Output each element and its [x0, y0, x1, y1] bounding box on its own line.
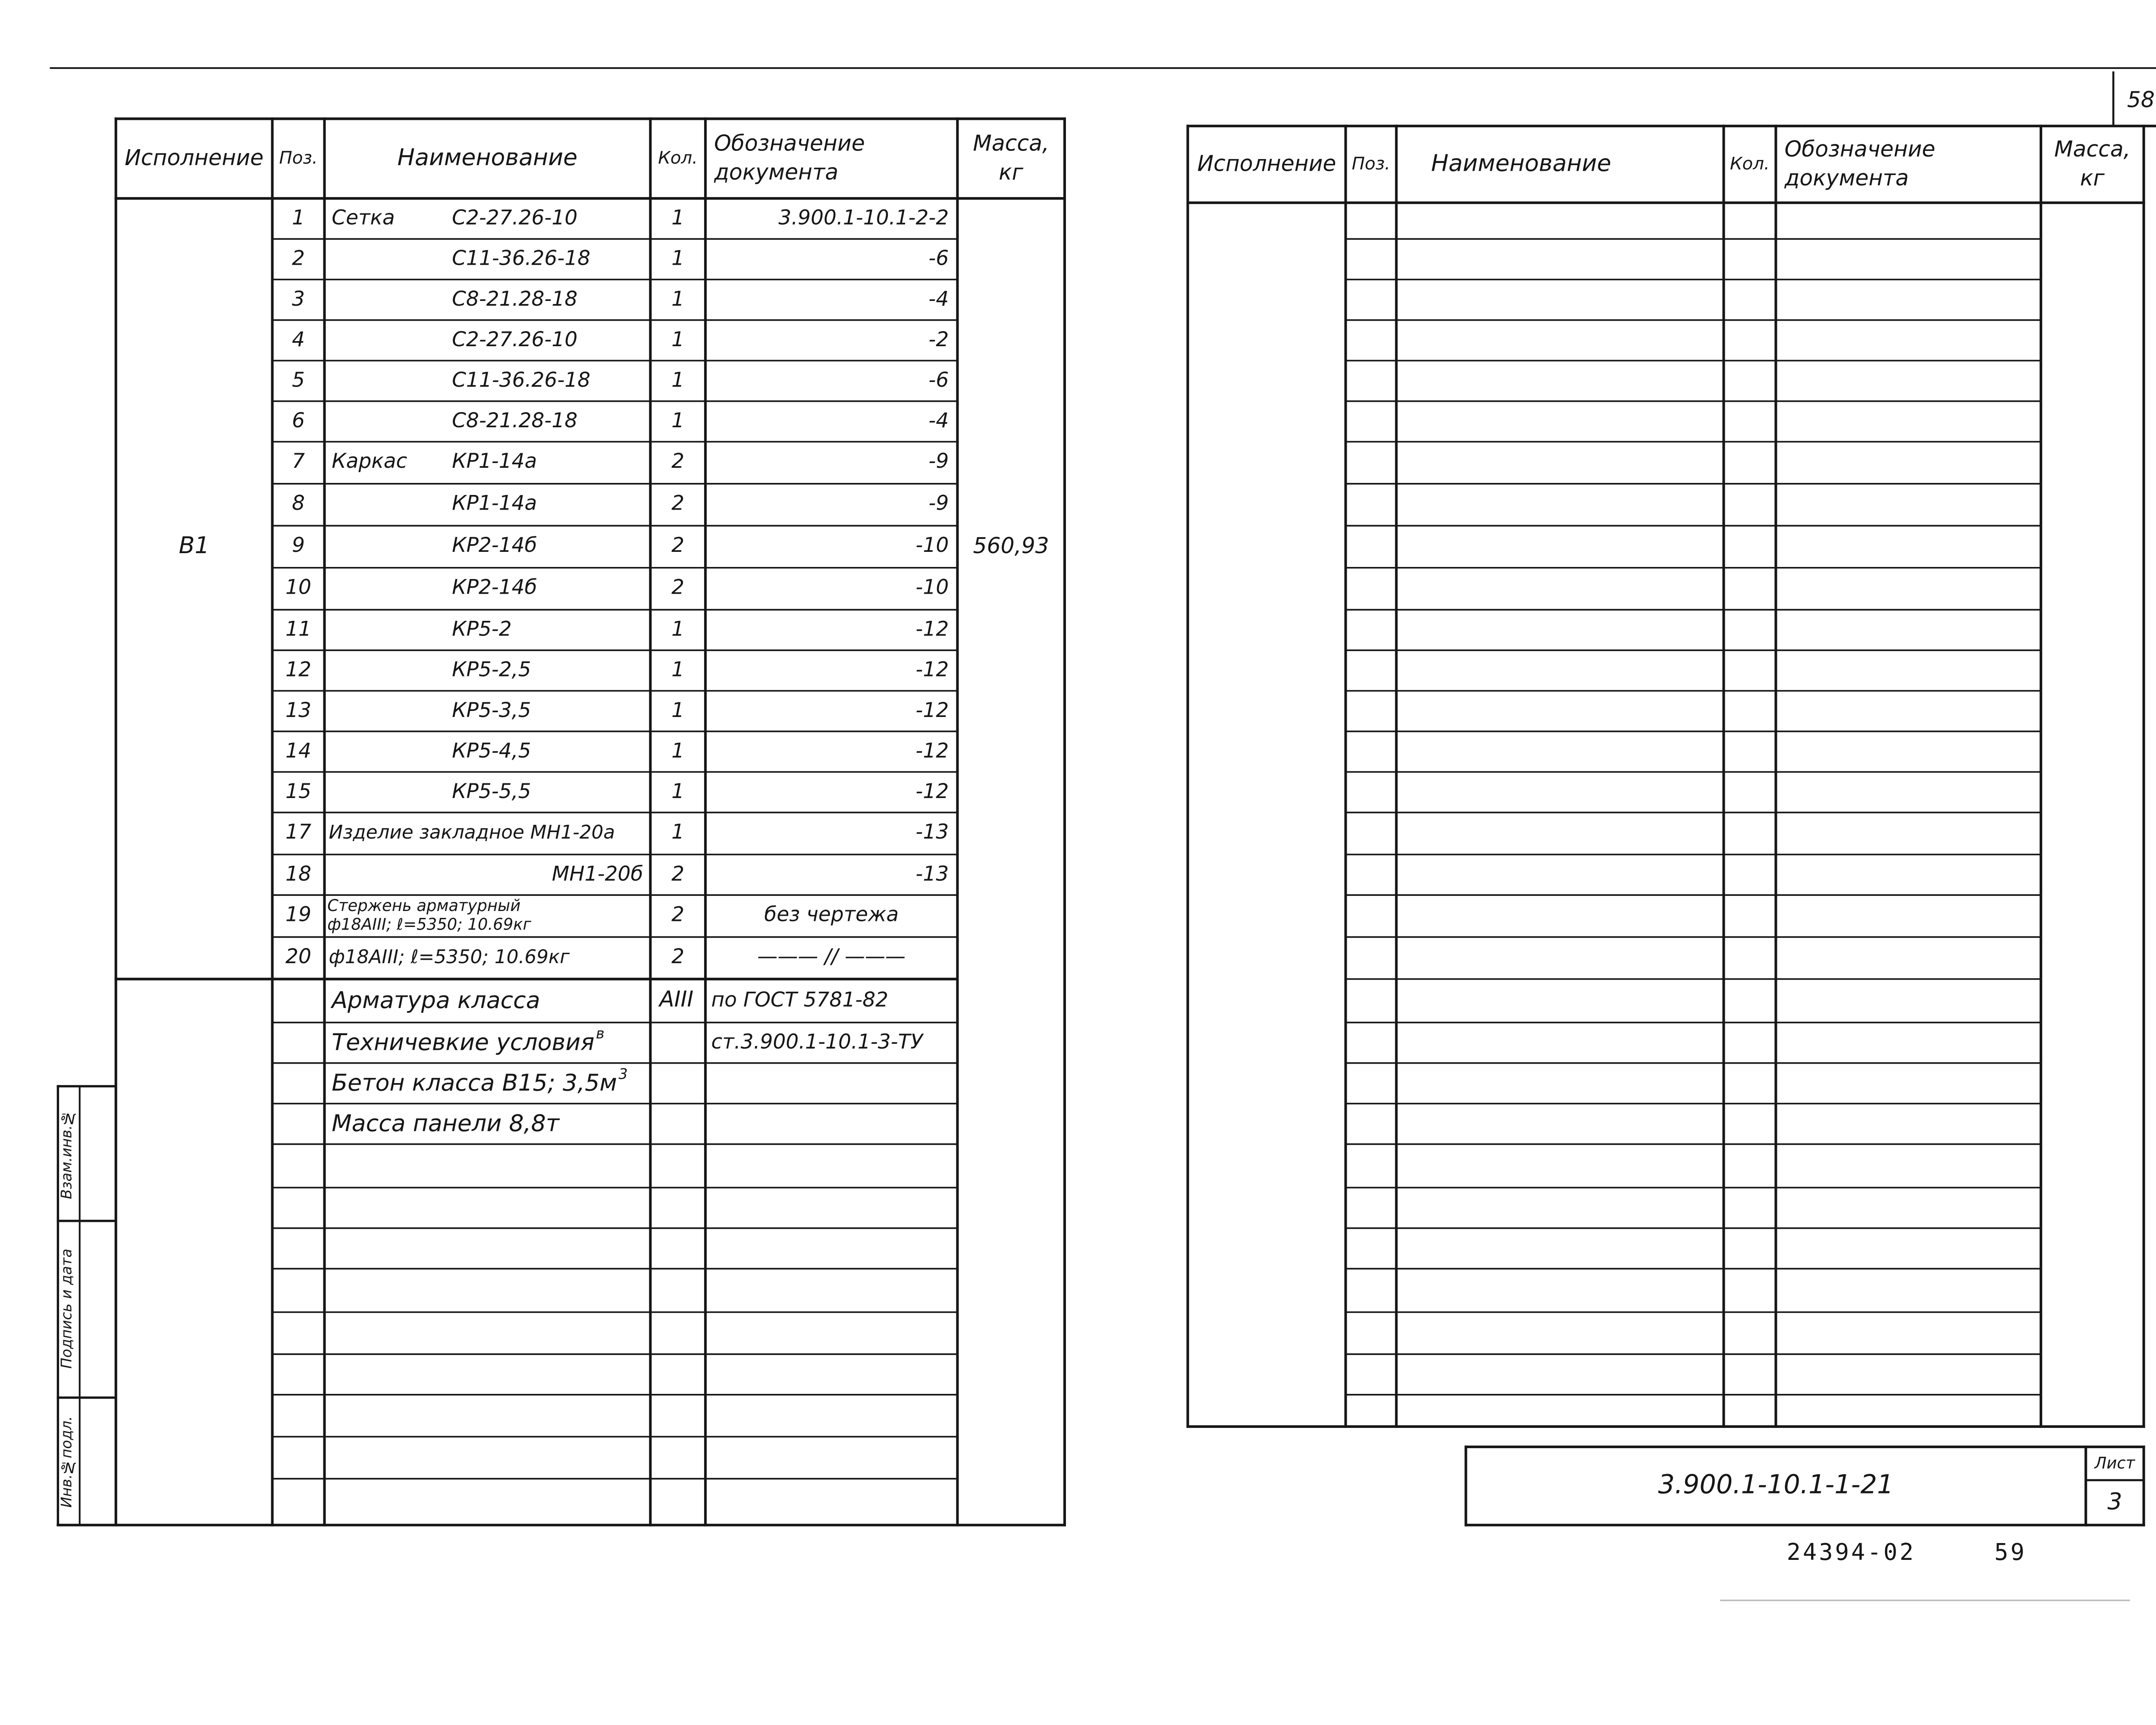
- row-oboz: -6: [928, 369, 949, 392]
- note-oboz: по ГОСТ 5781-82: [711, 989, 889, 1012]
- left-header-oboznachenie-line2: документа: [714, 158, 839, 185]
- note-text: [332, 1104, 650, 1144]
- row-poz: 8: [291, 492, 305, 516]
- row-kol: 2: [671, 862, 685, 886]
- row-kol: 1: [671, 618, 685, 641]
- row-name-line2: ф18АIII; ℓ=5350; 10.69кг: [327, 915, 531, 934]
- row-poz: 5: [291, 369, 305, 392]
- row-name: [327, 896, 650, 936]
- right-header-naimenovanie: Наименование: [1431, 149, 1611, 177]
- note-text: [332, 979, 650, 1023]
- row-oboz: 3.900.1-10.1-2-2: [778, 207, 949, 230]
- row-kol: 2: [671, 451, 685, 474]
- row-oboz: -10: [915, 535, 949, 558]
- row-poz: 20: [285, 946, 311, 969]
- row-kol: 2: [671, 946, 685, 969]
- row-poz: 19: [285, 904, 311, 927]
- note-text: [332, 1063, 650, 1104]
- row-oboz: -4: [928, 288, 949, 311]
- row-name: С11-36.26-18: [452, 369, 591, 392]
- right-header-oboznachenie-line1: Обозначение: [1784, 135, 1936, 162]
- row-name: КР5-2,5: [452, 658, 531, 682]
- row-oboz: -12: [915, 658, 949, 682]
- row-poz: 7: [291, 451, 305, 474]
- row-name: ф18АIII; ℓ=5350; 10.69кг: [329, 946, 570, 969]
- row-poz: 14: [285, 739, 311, 763]
- row-oboz: -10: [915, 576, 949, 600]
- right-header-kol: Кол.: [1730, 153, 1770, 174]
- row-kol: 1: [671, 699, 685, 723]
- row-kol: 1: [671, 207, 685, 230]
- row-name: КР5-4,5: [452, 739, 531, 763]
- row-poz: 10: [285, 576, 311, 600]
- row-poz: 13: [285, 699, 311, 723]
- note-superscript: в: [595, 1027, 605, 1043]
- row-oboz: без чертежа: [764, 904, 899, 927]
- document-designation: 3.900.1-10.1-1-21: [1658, 1469, 1894, 1500]
- note-oboz: ст.3.900.1-10.1-3-ТУ: [711, 1030, 923, 1054]
- right-header-oboznachenie-line2: документа: [1784, 164, 1909, 191]
- row-oboz: -6: [928, 247, 949, 271]
- row-name: Изделие закладное МН1-20а: [329, 822, 615, 844]
- right-header-ispolnenie: Исполнение: [1197, 150, 1336, 176]
- row-kol: 2: [671, 904, 685, 927]
- row-poz: 18: [285, 862, 311, 886]
- row-oboz: -12: [915, 618, 949, 641]
- row-kol: 1: [671, 821, 685, 845]
- row-kol: 2: [671, 576, 685, 600]
- left-header-oboznachenie: [705, 119, 958, 198]
- row-poz: 4: [291, 328, 305, 352]
- row-poz: 12: [285, 658, 311, 682]
- row-oboz: -9: [928, 492, 949, 516]
- note-text: [332, 1023, 650, 1063]
- row-poz: 15: [285, 780, 311, 804]
- row-name: КР5-5,5: [452, 780, 531, 804]
- archive-number: 24394-02: [1786, 1537, 1916, 1565]
- row-poz: 9: [291, 535, 305, 558]
- row-kol: 1: [671, 247, 685, 271]
- row-name: КР2-14б: [452, 576, 537, 600]
- note-text-main: Арматура класса: [332, 986, 540, 1014]
- note-kol: АIII: [659, 986, 694, 1013]
- row-poz: 1: [291, 207, 305, 230]
- left-header-massa: [957, 119, 1065, 198]
- note-superscript: 3: [618, 1067, 628, 1083]
- right-header-oboznachenie: [1776, 126, 2041, 203]
- row-oboz: ——— // ———: [757, 946, 906, 969]
- left-header-oboznachenie-line1: Обозначение: [714, 130, 865, 156]
- side-stamp-label: Инв.№подл.: [60, 1415, 76, 1507]
- sheet-number: 3: [2107, 1487, 2122, 1515]
- row-name: КР1-14а: [452, 451, 537, 474]
- row-name: С8-21.28-18: [452, 288, 578, 311]
- note-text-main: Бетон класса В15; 3,5м: [332, 1068, 617, 1096]
- row-kol: 1: [671, 369, 685, 392]
- row-kol: 2: [671, 535, 685, 558]
- total-mass: 560,93: [973, 533, 1049, 560]
- row-oboz: -13: [915, 821, 949, 845]
- variant-label: В1: [179, 531, 210, 559]
- right-header-massa-line1: Масса,: [2054, 135, 2131, 162]
- row-kol: 1: [671, 658, 685, 682]
- row-lead: Сетка: [332, 207, 395, 230]
- side-stamp-label: Взам.инв.№: [60, 1108, 76, 1199]
- page-number: 59: [1994, 1537, 2027, 1565]
- row-name: С8-21.28-18: [452, 409, 578, 433]
- row-oboz: -12: [915, 739, 949, 763]
- row-name: С2-27.26-10: [452, 328, 578, 352]
- row-poz: 11: [285, 618, 311, 641]
- row-poz: 2: [291, 247, 305, 271]
- row-oboz: -4: [928, 409, 949, 433]
- row-kol: 1: [671, 328, 685, 352]
- left-header-massa-line2: кг: [999, 158, 1024, 185]
- row-lead: Стержень арматурный: [327, 897, 521, 916]
- row-kol: 2: [671, 492, 685, 516]
- row-kol: 1: [671, 409, 685, 433]
- row-name: С2-27.26-10: [452, 207, 578, 230]
- sheet-number-top: 58: [2127, 86, 2155, 113]
- row-oboz: -13: [915, 862, 949, 886]
- right-header-massa: [2041, 126, 2144, 203]
- row-poz: 17: [285, 821, 311, 845]
- row-kol: 1: [671, 780, 685, 804]
- row-kol: 1: [671, 288, 685, 311]
- row-name: С11-36.26-18: [452, 247, 591, 271]
- row-name: КР5-3,5: [452, 699, 531, 723]
- left-header-kol: Кол.: [658, 148, 698, 169]
- side-stamp-label: Подпись и дата: [60, 1249, 76, 1369]
- note-text-main: Масса панели 8,8т: [332, 1108, 560, 1136]
- row-oboz: -9: [928, 451, 949, 474]
- row-name: КР5-2: [452, 618, 512, 641]
- row-kol: 1: [671, 739, 685, 763]
- right-header-massa-line2: кг: [2080, 164, 2105, 191]
- row-oboz: -12: [915, 780, 949, 804]
- left-header-poz: Поз.: [279, 148, 318, 169]
- row-poz: 3: [291, 288, 305, 311]
- row-lead: Каркас: [332, 451, 407, 474]
- left-header-massa-line1: Масса,: [973, 130, 1050, 156]
- row-name: КР1-14а: [452, 492, 537, 516]
- note-text-main: Техничевкие условия: [332, 1027, 595, 1055]
- left-header-naimenovanie: Наименование: [397, 143, 578, 171]
- row-oboz: -12: [915, 699, 949, 723]
- row-name: МН1-20б: [552, 862, 643, 886]
- sheet-label: Лист: [2094, 1453, 2135, 1473]
- right-header-poz: Поз.: [1351, 153, 1391, 174]
- row-name: КР2-14б: [452, 535, 537, 558]
- row-poz: 6: [291, 409, 305, 433]
- row-oboz: -2: [928, 328, 949, 352]
- left-header-ispolnenie: Исполнение: [125, 144, 264, 171]
